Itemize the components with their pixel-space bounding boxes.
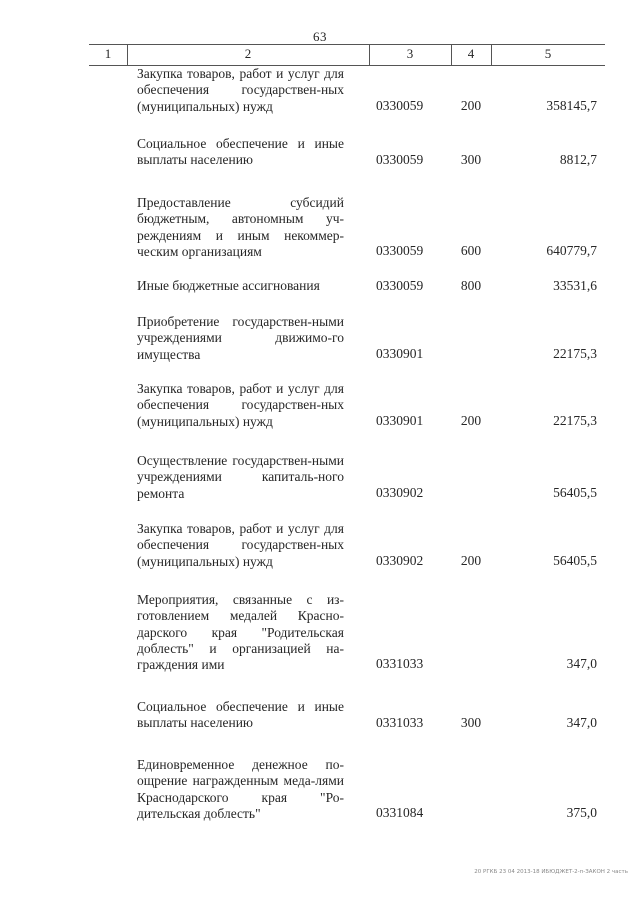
row-code: 0331033	[376, 656, 424, 671]
row-amount: 375,0	[566, 805, 597, 820]
row-code: 0330901	[376, 346, 424, 361]
row-amount: 347,0	[566, 715, 597, 730]
header-col-3: 3	[406, 46, 414, 61]
row-amount: 33531,6	[553, 278, 597, 293]
row-code: 0330059	[376, 152, 424, 167]
header-col-4: 4	[467, 46, 475, 61]
row-name: Осуществление государствен-ными учреждениями капиталь-ного ремонта	[137, 453, 344, 501]
row-amount: 8812,7	[559, 152, 597, 167]
row-type: 800	[460, 278, 482, 293]
row-name: Предоставление субсидий бюджетным, автономным уч-реждениям и иным некоммер-ческим организациям	[137, 195, 344, 259]
row-amount: 56405,5	[553, 485, 597, 500]
row-name: Закупка товаров, работ и услуг для обеспечения государствен-ных (муниципальных) нужд	[137, 521, 344, 569]
header-col-1: 1	[104, 46, 112, 61]
footer-document-id: 20 РГКБ 23 04 2013-18 ИБЮДЖЕТ-2-п-ЗАКОН 2 часть	[474, 869, 628, 875]
row-code: 0330902	[376, 485, 424, 500]
row-code: 0331033	[376, 715, 424, 730]
row-amount: 22175,3	[553, 413, 597, 428]
row-type: 300	[460, 152, 482, 167]
row-type: 200	[460, 98, 482, 113]
row-code: 0330901	[376, 413, 424, 428]
row-code: 0331084	[376, 805, 424, 820]
row-name: Приобретение государствен-ными учреждениями движимо-го имущества	[137, 314, 344, 362]
row-name: Мероприятия, связанные с из-готовлением медалей Красно-дарского края "Родительская доблесть" и организацией на-граждения ими	[137, 592, 344, 673]
row-code: 0330902	[376, 553, 424, 568]
header-col-5: 5	[544, 46, 552, 61]
row-amount: 358145,7	[546, 98, 597, 113]
row-type: 600	[460, 243, 482, 258]
row-type: 200	[460, 413, 482, 428]
page-number: 63	[313, 29, 327, 44]
row-amount: 22175,3	[553, 346, 597, 361]
row-code: 0330059	[376, 278, 424, 293]
row-name: Единовременное денежное по-ощрение награжденным меда-лями Краснодарского края "Ро-дительская доблесть"	[137, 757, 344, 821]
row-name: Закупка товаров, работ и услуг для обеспечения государствен-ных (муниципальных) нужд	[137, 66, 344, 114]
row-name: Закупка товаров, работ и услуг для обеспечения государствен-ных (муниципальных) нужд	[137, 381, 344, 429]
row-amount: 347,0	[566, 656, 597, 671]
row-name: Социальное обеспечение и иные выплаты населению	[137, 136, 344, 168]
table-header	[89, 44, 605, 66]
row-amount: 640779,7	[546, 243, 597, 258]
row-code: 0330059	[376, 243, 424, 258]
row-amount: 56405,5	[553, 553, 597, 568]
header-col-2: 2	[244, 46, 252, 61]
row-type: 300	[460, 715, 482, 730]
row-code: 0330059	[376, 98, 424, 113]
row-name: Иные бюджетные ассигнования	[137, 278, 320, 293]
row-type: 200	[460, 553, 482, 568]
row-name: Социальное обеспечение и иные выплаты населению	[137, 699, 344, 731]
